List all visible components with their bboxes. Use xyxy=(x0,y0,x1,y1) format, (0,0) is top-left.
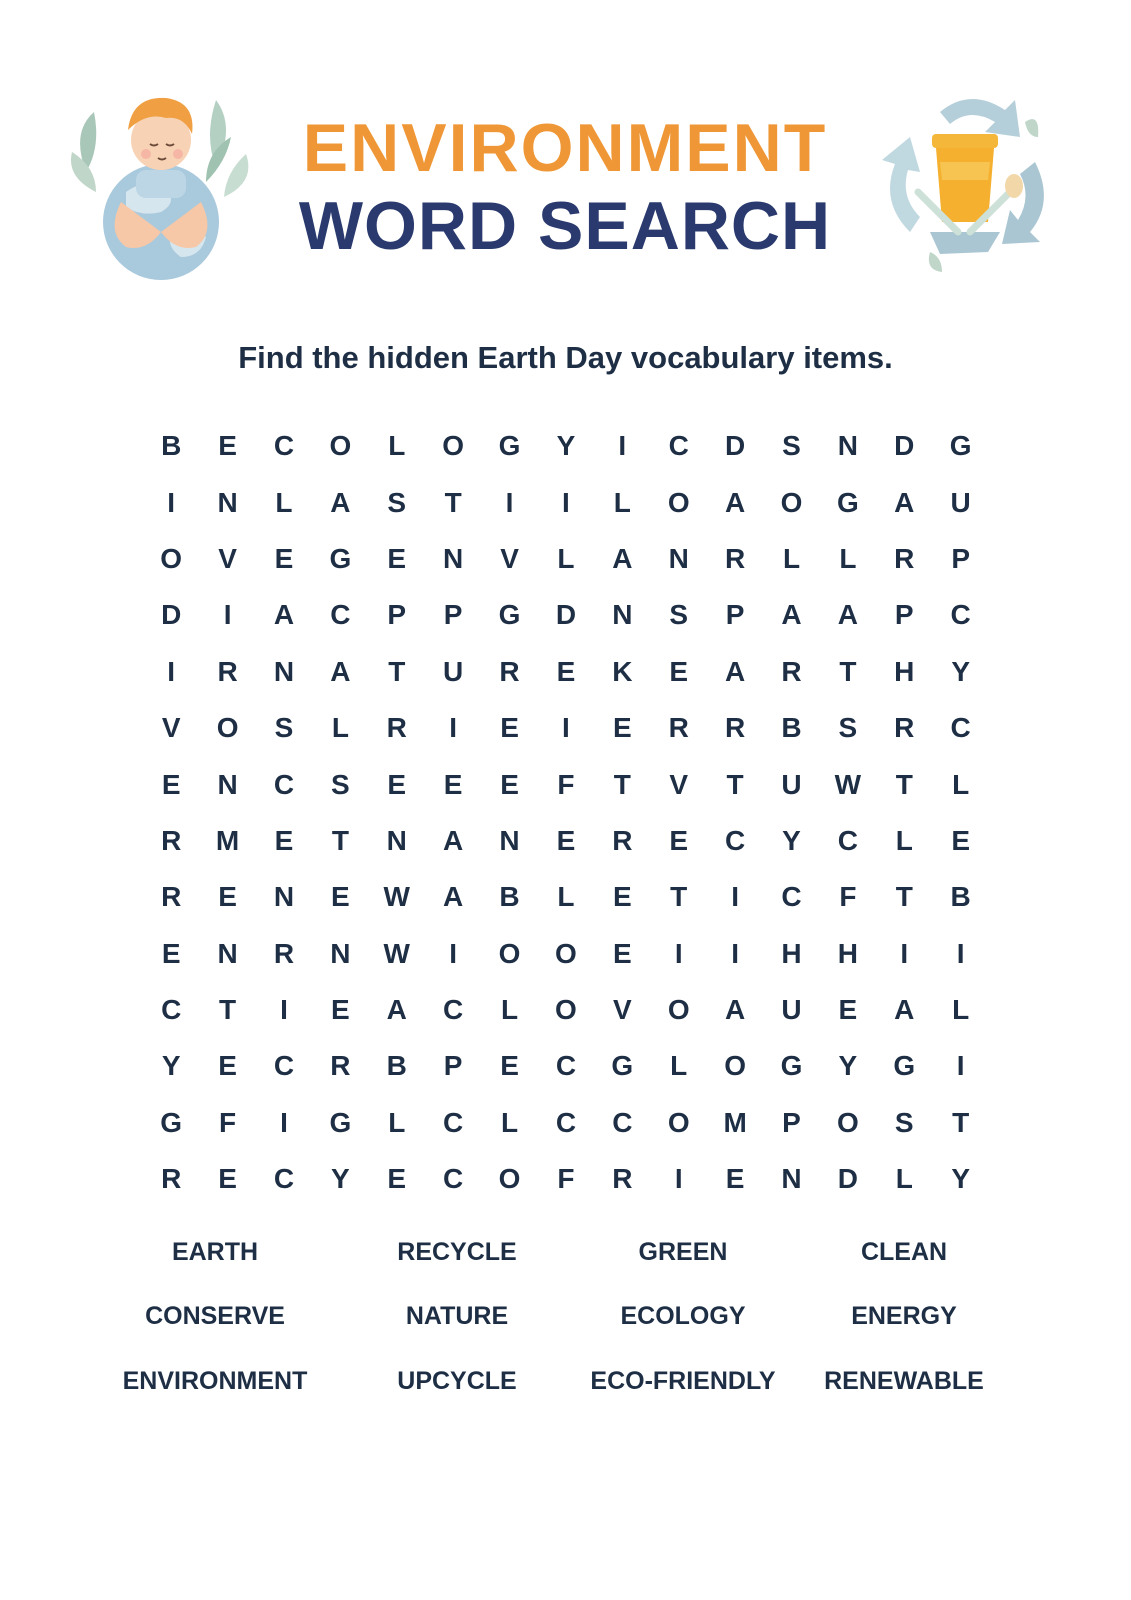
grid-cell[interactable]: E xyxy=(274,824,294,856)
grid-cell[interactable]: O xyxy=(442,430,465,462)
grid-cell[interactable]: C xyxy=(273,768,295,800)
grid-cell[interactable]: E xyxy=(500,712,519,744)
grid-cell[interactable]: V xyxy=(500,542,519,574)
grid-cell[interactable]: U xyxy=(781,994,802,1026)
word-list-item: ECOLOGY xyxy=(620,1302,746,1330)
grid-cell[interactable]: E xyxy=(161,937,181,969)
grid-cell[interactable]: L xyxy=(275,486,293,518)
grid-cell[interactable]: D xyxy=(555,599,577,631)
grid-cell[interactable]: K xyxy=(612,655,633,687)
grid-cell[interactable]: G xyxy=(949,430,972,462)
grid-cell[interactable]: I xyxy=(731,937,739,969)
grid-cell[interactable]: L xyxy=(839,542,857,574)
grid-cell[interactable]: S xyxy=(387,486,407,518)
grid-cell[interactable]: C xyxy=(612,1106,633,1138)
grid-cell[interactable]: I xyxy=(956,1050,965,1082)
grid-cell[interactable]: I xyxy=(167,486,176,518)
grid-cell[interactable]: B xyxy=(781,712,802,744)
word-list-item: NATURE xyxy=(405,1302,509,1330)
grid-cell[interactable]: U xyxy=(781,768,802,800)
grid-cell[interactable]: R xyxy=(724,542,746,574)
grid-cell[interactable]: F xyxy=(839,881,857,913)
grid-cell[interactable]: E xyxy=(443,768,463,800)
grid-cell[interactable]: E xyxy=(387,1163,407,1195)
grid-cell[interactable]: N xyxy=(273,655,295,687)
grid-cell[interactable]: S xyxy=(669,599,689,631)
grid-cell[interactable]: O xyxy=(498,1163,521,1195)
grid-cell[interactable]: R xyxy=(668,712,689,744)
grid-cell[interactable]: O xyxy=(836,1106,859,1138)
grid-cell[interactable]: O xyxy=(329,430,352,462)
grid-cell[interactable]: I xyxy=(562,712,570,744)
grid-cell[interactable]: C xyxy=(555,1106,577,1138)
grid-cell[interactable]: A xyxy=(724,994,746,1026)
grid-cell[interactable]: P xyxy=(443,599,463,631)
grid-cell[interactable]: E xyxy=(612,881,632,913)
grid-cell[interactable]: A xyxy=(330,655,351,687)
grid-cell[interactable]: F xyxy=(219,1106,237,1138)
grid-cell[interactable]: L xyxy=(895,1163,913,1195)
grid-cell[interactable]: L xyxy=(500,1106,519,1138)
grid-cell[interactable]: N xyxy=(217,937,238,969)
grid-cell[interactable]: O xyxy=(667,994,690,1026)
word-list-item: ENERGY xyxy=(851,1302,957,1330)
grid-cell[interactable]: P xyxy=(894,599,914,631)
grid-cell[interactable]: I xyxy=(731,881,739,913)
grid-cell[interactable]: W xyxy=(834,768,862,800)
grid-cell[interactable]: G xyxy=(836,486,859,518)
word-list-item: RECYCLE xyxy=(397,1238,517,1266)
grid-cell[interactable]: L xyxy=(670,1050,688,1082)
grid-cell[interactable]: T xyxy=(726,768,744,800)
grid-cell[interactable]: L xyxy=(331,712,349,744)
grid-cell[interactable]: R xyxy=(161,824,182,856)
grid-cell[interactable]: R xyxy=(273,937,295,969)
grid-cell[interactable]: T xyxy=(839,655,857,687)
grid-cell[interactable]: P xyxy=(387,599,407,631)
grid-cell[interactable]: N xyxy=(443,542,464,574)
grid-cell[interactable]: S xyxy=(838,712,858,744)
grid-cell[interactable]: I xyxy=(449,712,458,744)
word-list-item: GREEN xyxy=(638,1238,728,1266)
grid-cell[interactable]: R xyxy=(612,824,633,856)
grid-cell[interactable]: C xyxy=(273,1050,295,1082)
grid-cell[interactable]: N xyxy=(330,937,351,969)
grid-cell[interactable]: L xyxy=(782,542,801,574)
grid-cell[interactable]: L xyxy=(388,430,406,462)
grid-cell[interactable]: E xyxy=(387,542,407,574)
grid-cell[interactable]: L xyxy=(557,881,575,913)
grid-cell[interactable]: Y xyxy=(782,824,801,856)
grid-cell[interactable]: E xyxy=(556,824,576,856)
grid-cell[interactable]: O xyxy=(780,486,803,518)
grid-cell[interactable]: T xyxy=(952,1106,970,1138)
grid-cell[interactable]: A xyxy=(443,824,464,856)
grid-cell[interactable]: L xyxy=(388,1106,406,1138)
grid-cell[interactable]: E xyxy=(387,768,407,800)
grid-cell[interactable]: C xyxy=(950,712,971,744)
grid-cell[interactable]: R xyxy=(161,881,182,913)
word-list-item: CONSERVE xyxy=(145,1302,285,1330)
grid-cell[interactable]: N xyxy=(217,768,238,800)
title-word-search: WORD SEARCH xyxy=(298,188,832,264)
grid-cell[interactable]: N xyxy=(217,486,238,518)
grid-cell[interactable]: E xyxy=(274,542,294,574)
grid-cell[interactable]: E xyxy=(331,994,350,1026)
grid-cell[interactable]: G xyxy=(498,430,521,462)
grid-cell[interactable]: L xyxy=(613,486,631,518)
grid-cell[interactable]: G xyxy=(329,1106,352,1138)
grid-cell[interactable]: C xyxy=(443,1163,464,1195)
recycle-cup-icon xyxy=(870,82,1065,277)
grid-cell[interactable]: R xyxy=(894,712,915,744)
grid-cell[interactable]: N xyxy=(612,599,633,631)
grid-cell[interactable]: G xyxy=(611,1050,634,1082)
grid-cell[interactable]: A xyxy=(386,994,407,1026)
word-list-item: UPCYCLE xyxy=(397,1367,517,1395)
grid-cell[interactable]: C xyxy=(273,430,295,462)
grid-cell[interactable]: U xyxy=(443,655,464,687)
grid-cell[interactable]: E xyxy=(612,937,632,969)
title-environment: ENVIRONMENT xyxy=(302,110,828,186)
grid-cell[interactable]: D xyxy=(837,1163,858,1195)
grid-cell[interactable]: E xyxy=(612,712,632,744)
grid-cell[interactable]: A xyxy=(273,599,295,631)
grid-cell[interactable]: N xyxy=(668,542,689,574)
grid-cell[interactable]: R xyxy=(386,712,407,744)
grid-cell[interactable]: Y xyxy=(556,430,576,462)
grid-cell[interactable]: B xyxy=(386,1050,407,1082)
grid-cell[interactable]: G xyxy=(329,542,352,574)
grid-cell[interactable]: L xyxy=(500,994,519,1026)
grid-cell[interactable]: T xyxy=(444,486,462,518)
grid-cell[interactable]: E xyxy=(838,994,858,1026)
grid-cell[interactable]: P xyxy=(443,1050,463,1082)
grid-cell[interactable]: E xyxy=(218,1050,237,1082)
grid-cell[interactable]: E xyxy=(218,430,237,462)
grid-cell[interactable]: C xyxy=(950,599,971,631)
grid-cell[interactable]: B xyxy=(161,430,182,462)
grid-cell[interactable]: G xyxy=(780,1050,803,1082)
grid-cell[interactable]: W xyxy=(383,937,410,969)
grid-cell[interactable]: S xyxy=(331,768,350,800)
grid-cell[interactable]: N xyxy=(837,430,858,462)
grid-cell[interactable]: I xyxy=(280,994,288,1026)
grid-cell[interactable]: A xyxy=(724,486,746,518)
grid-cell[interactable]: V xyxy=(161,712,181,744)
grid-cell[interactable]: T xyxy=(219,994,237,1026)
grid-cell[interactable]: V xyxy=(218,542,237,574)
grid-cell[interactable]: M xyxy=(215,824,240,856)
grid-cell[interactable]: R xyxy=(612,1163,633,1195)
grid-cell[interactable]: O xyxy=(498,937,521,969)
grid-cell[interactable]: T xyxy=(331,824,349,856)
grid-cell[interactable]: O xyxy=(724,1050,746,1082)
grid-cell[interactable]: I xyxy=(449,937,458,969)
grid-cell[interactable]: F xyxy=(557,1163,575,1195)
grid-cell[interactable]: E xyxy=(218,881,237,913)
grid-cell[interactable]: A xyxy=(837,599,858,631)
grid-cell[interactable]: E xyxy=(331,881,350,913)
grid-cell[interactable]: O xyxy=(555,937,577,969)
grid-cell[interactable]: C xyxy=(273,1163,295,1195)
grid-cell[interactable]: T xyxy=(670,881,688,913)
grid-cell[interactable]: S xyxy=(782,430,801,462)
grid-cell[interactable]: E xyxy=(556,655,576,687)
grid-cell[interactable]: Y xyxy=(838,1050,858,1082)
grid-cell[interactable]: R xyxy=(781,655,802,687)
grid-cell[interactable]: E xyxy=(951,824,970,856)
grid-cell[interactable]: I xyxy=(956,937,965,969)
child-hugging-earth-icon xyxy=(66,82,256,282)
grid-cell[interactable]: M xyxy=(723,1106,747,1138)
grid-cell[interactable]: Y xyxy=(331,1163,350,1195)
grid-cell[interactable]: H xyxy=(837,937,858,969)
grid-cell[interactable]: E xyxy=(161,768,181,800)
grid-cell[interactable]: I xyxy=(674,937,683,969)
grid-cell[interactable]: I xyxy=(562,486,570,518)
grid-cell[interactable]: I xyxy=(505,486,514,518)
grid-cell[interactable]: U xyxy=(950,486,971,518)
grid-cell[interactable]: C xyxy=(724,824,746,856)
grid-cell[interactable]: L xyxy=(895,824,913,856)
grid-cell[interactable]: R xyxy=(161,1163,182,1195)
grid-cell[interactable]: O xyxy=(555,994,577,1026)
word-list-item: ENVIRONMENT xyxy=(122,1367,308,1395)
grid-cell[interactable]: R xyxy=(330,1050,351,1082)
grid-cell[interactable]: R xyxy=(894,542,915,574)
grid-cell[interactable]: W xyxy=(383,881,410,913)
grid-cell[interactable]: S xyxy=(894,1106,914,1138)
grid-cell[interactable]: P xyxy=(725,599,745,631)
grid-cell[interactable]: O xyxy=(667,486,690,518)
grid-cell[interactable]: C xyxy=(443,1106,464,1138)
grid-cell[interactable]: R xyxy=(217,655,238,687)
grid-cell[interactable]: N xyxy=(273,881,295,913)
grid-cell[interactable]: I xyxy=(674,1163,683,1195)
grid-cell[interactable]: A xyxy=(781,599,802,631)
grid-cell[interactable]: O xyxy=(216,712,239,744)
grid-cell[interactable]: P xyxy=(951,542,970,574)
grid-cell[interactable]: C xyxy=(781,881,802,913)
grid-cell[interactable]: B xyxy=(499,881,520,913)
grid-cell[interactable]: C xyxy=(668,430,689,462)
grid-cell[interactable]: E xyxy=(500,768,519,800)
grid-cell[interactable]: E xyxy=(669,824,689,856)
grid-cell[interactable]: T xyxy=(388,655,406,687)
word-list-item: ECO-FRIENDLY xyxy=(590,1367,776,1395)
instructions-text: Find the hidden Earth Day vocabulary items. xyxy=(238,340,893,375)
letter-grid xyxy=(143,418,989,1207)
grid-cell[interactable]: C xyxy=(443,994,464,1026)
grid-cell[interactable]: A xyxy=(894,486,915,518)
grid-cell[interactable]: N xyxy=(499,824,520,856)
grid-cell[interactable]: D xyxy=(161,599,182,631)
grid-cell[interactable]: A xyxy=(894,994,915,1026)
grid-cell[interactable]: G xyxy=(893,1050,916,1082)
grid-cell[interactable]: A xyxy=(330,486,351,518)
grid-cell[interactable]: V xyxy=(612,994,632,1026)
grid-cell[interactable]: Y xyxy=(161,1050,181,1082)
grid-cell[interactable]: L xyxy=(952,768,970,800)
word-list-item: RENEWABLE xyxy=(824,1367,984,1395)
grid-cell[interactable]: N xyxy=(781,1163,802,1195)
grid-cell[interactable]: G xyxy=(498,599,521,631)
grid-cell[interactable]: T xyxy=(613,768,631,800)
grid-cell[interactable]: I xyxy=(167,655,176,687)
grid-cell[interactable]: I xyxy=(900,937,909,969)
grid-cell[interactable]: Y xyxy=(951,1163,970,1195)
grid-cell[interactable]: S xyxy=(274,712,294,744)
grid-cell[interactable]: R xyxy=(724,712,746,744)
grid-cell[interactable]: A xyxy=(443,881,464,913)
grid-cell[interactable]: N xyxy=(386,824,407,856)
word-list-item: EARTH xyxy=(171,1238,259,1266)
grid-cell[interactable]: I xyxy=(618,430,627,462)
grid-cell[interactable]: L xyxy=(557,542,575,574)
grid-cell[interactable]: O xyxy=(667,1106,690,1138)
grid-cell[interactable]: T xyxy=(895,881,913,913)
grid-cell[interactable]: Y xyxy=(951,655,970,687)
grid-cell[interactable]: P xyxy=(782,1106,801,1138)
grid-cell[interactable]: V xyxy=(669,768,689,800)
grid-cell[interactable]: C xyxy=(555,1050,577,1082)
grid-cell[interactable]: D xyxy=(894,430,915,462)
grid-cell[interactable]: O xyxy=(160,542,183,574)
grid-cell[interactable]: H xyxy=(781,937,802,969)
grid-cell[interactable]: E xyxy=(500,1050,519,1082)
grid-cell[interactable]: E xyxy=(218,1163,237,1195)
grid-cell[interactable]: T xyxy=(895,768,913,800)
grid-cell[interactable]: L xyxy=(952,994,970,1026)
grid-cell[interactable]: E xyxy=(725,1163,745,1195)
grid-cell[interactable]: H xyxy=(894,655,915,687)
word-list-item: CLEAN xyxy=(860,1238,948,1266)
grid-cell[interactable]: D xyxy=(724,430,746,462)
grid-cell[interactable]: A xyxy=(612,542,633,574)
grid-cell[interactable]: A xyxy=(724,655,746,687)
grid-cell[interactable]: E xyxy=(669,655,689,687)
grid-cell[interactable]: I xyxy=(280,1106,288,1138)
grid-cell[interactable]: B xyxy=(950,881,971,913)
grid-cell[interactable]: R xyxy=(499,655,520,687)
grid-cell[interactable]: I xyxy=(223,599,232,631)
grid-cell[interactable]: F xyxy=(557,768,575,800)
grid-cell[interactable]: C xyxy=(161,994,182,1026)
grid-cell[interactable]: G xyxy=(160,1106,183,1138)
grid-cell[interactable]: C xyxy=(330,599,351,631)
grid-cell[interactable]: C xyxy=(837,824,858,856)
